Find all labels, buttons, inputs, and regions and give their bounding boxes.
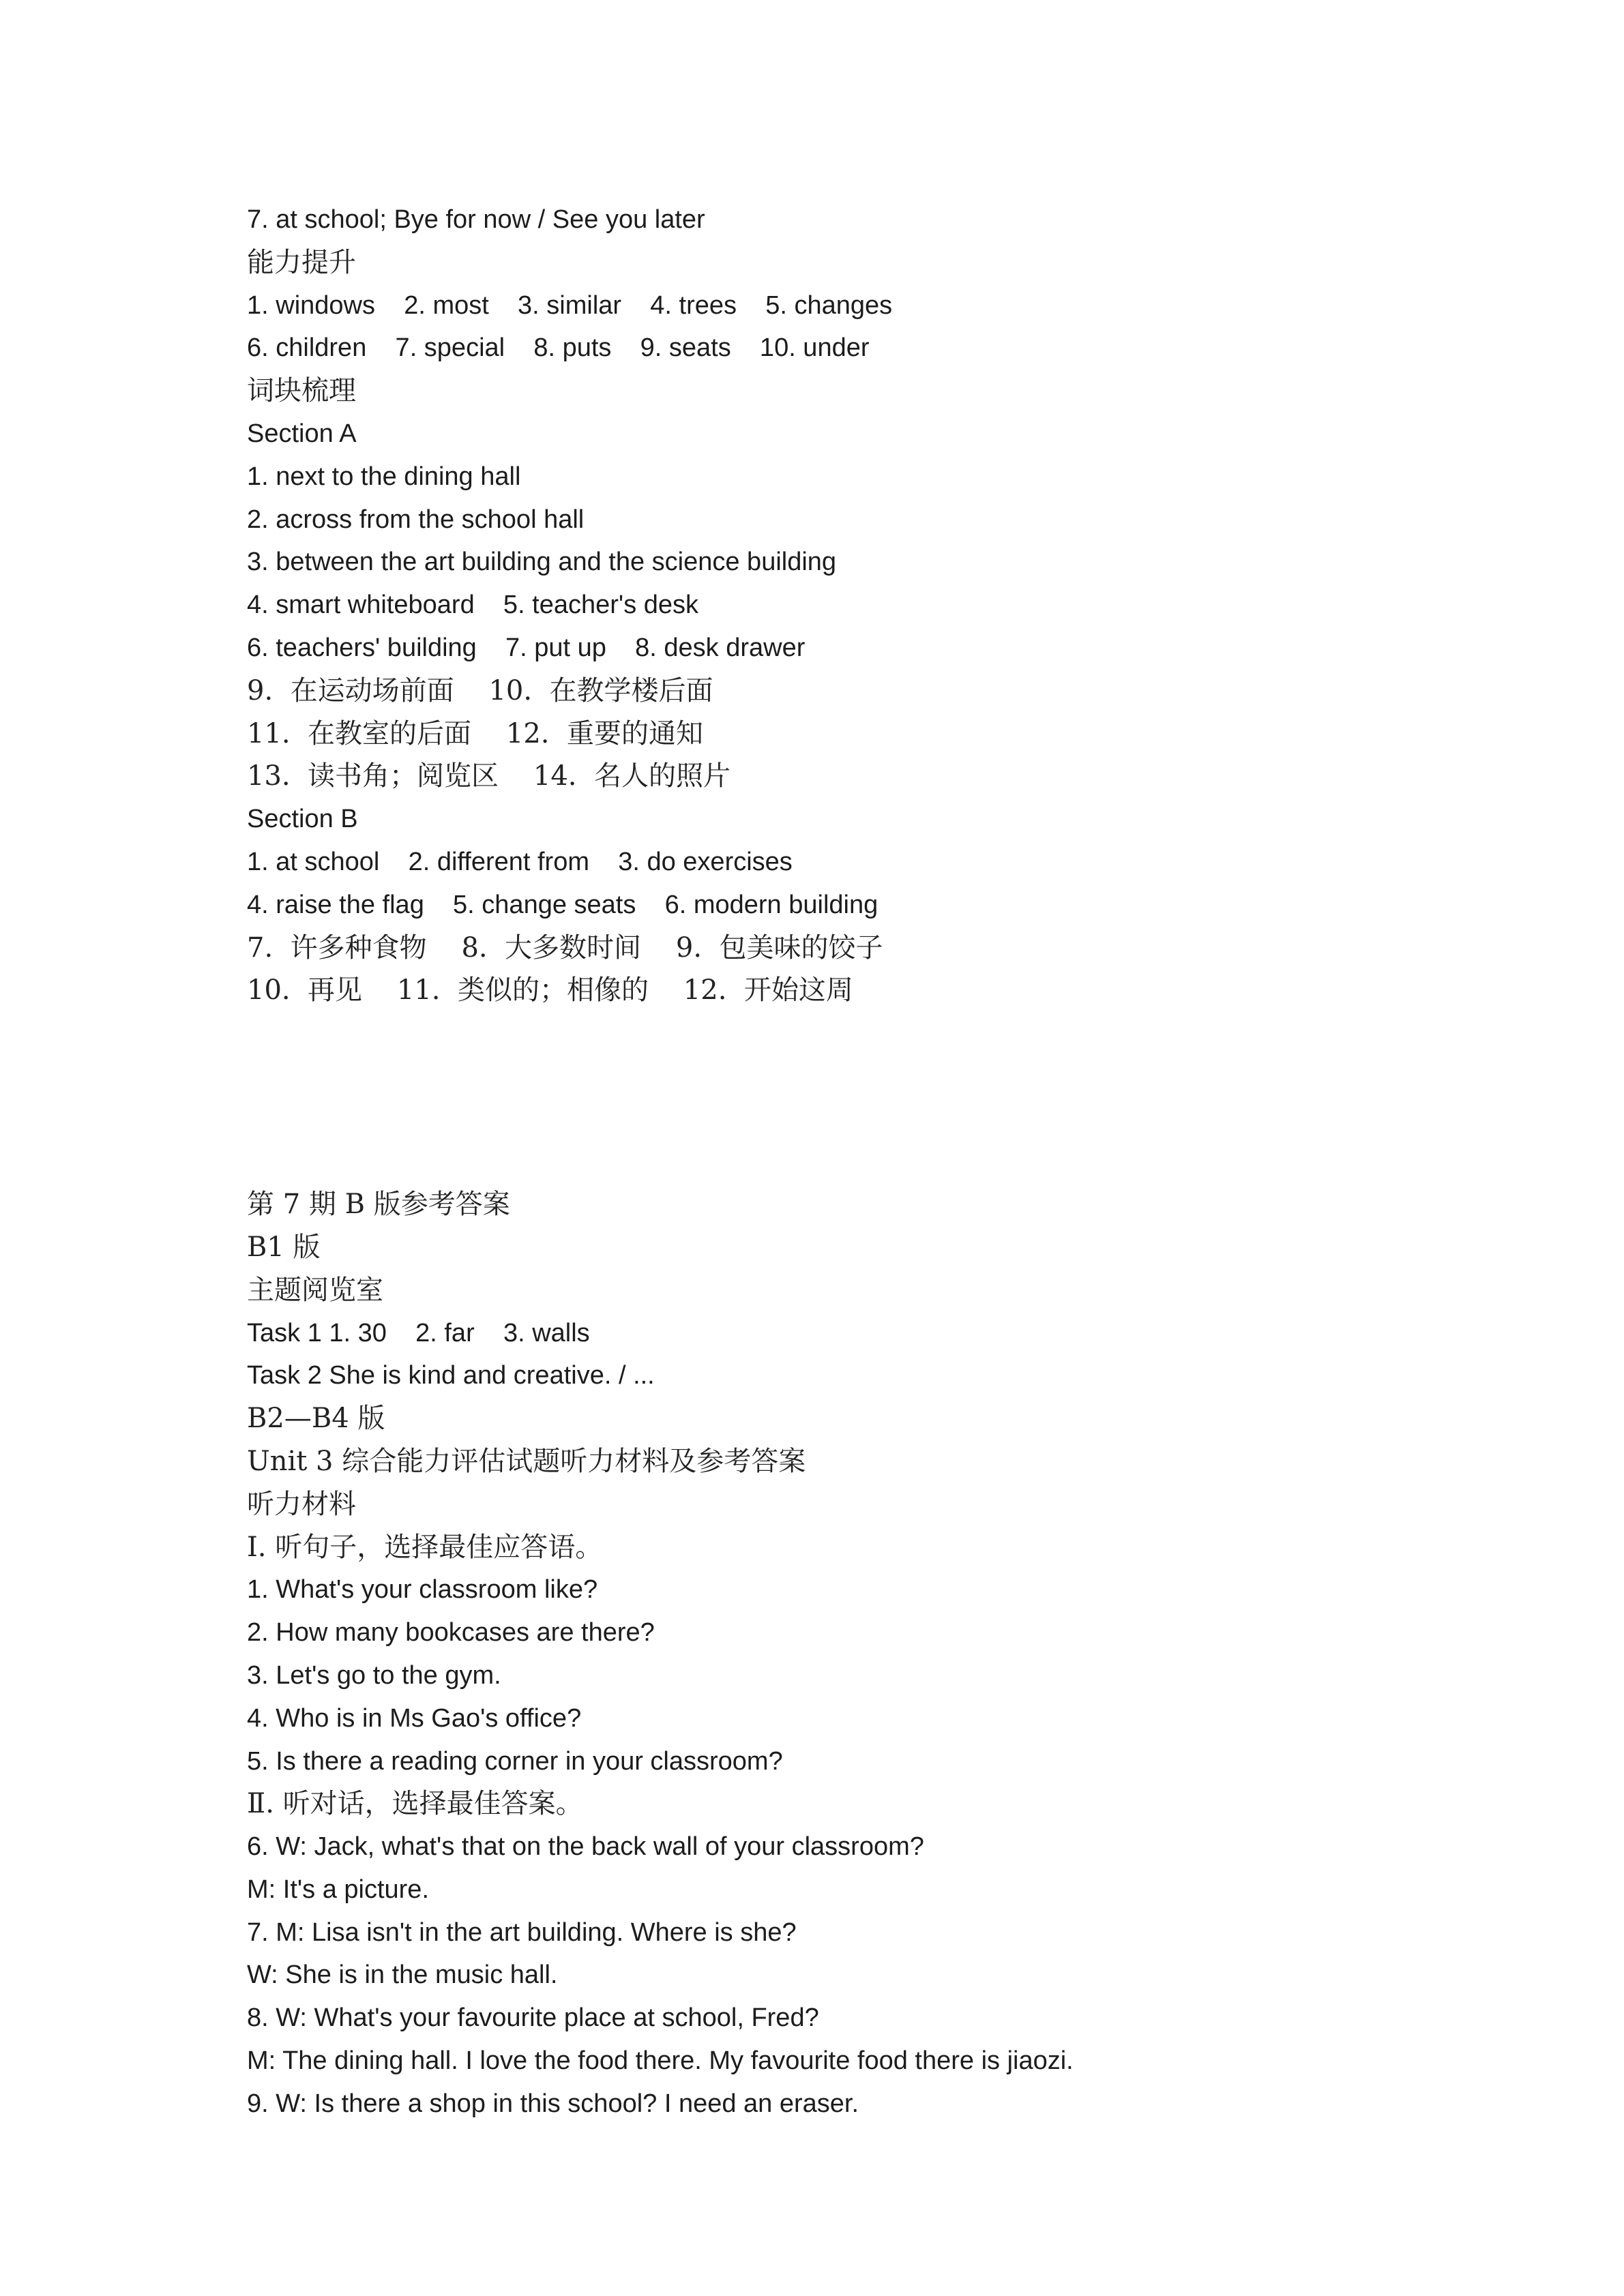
- answer-line: 7. 许多种食物 8. 大多数时间 9. 包美味的饺子: [247, 931, 883, 964]
- answer-key-content: [247, 198, 1543, 2126]
- answer-line: Task 1 1. 30 2. far 3. walls: [247, 1318, 590, 1347]
- part-heading: Ⅱ. 听对话，选择最佳答案。: [247, 1788, 583, 1820]
- subsection-heading: Section A: [247, 419, 357, 448]
- answer-line: 1. at school 2. different from 3. do exercises: [247, 847, 793, 876]
- listening-line: 7. M: Lisa isn't in the art building. Where is she?: [247, 1918, 797, 1947]
- section-heading: 听力材料: [247, 1488, 356, 1520]
- listening-line: 2. How many bookcases are there?: [247, 1618, 655, 1648]
- answer-line: 7. at school; Bye for now / See you later: [247, 205, 705, 234]
- section-spacer: [247, 1012, 1543, 1183]
- subsection-heading: Section B: [247, 805, 358, 834]
- listening-line: M: The dining hall. I love the food there. My favourite food there is jiaozi.: [247, 2046, 1074, 2076]
- answer-line: 10. 再见 11. 类似的；相像的 12. 开始这周: [247, 974, 853, 1007]
- answer-line: 1. next to the dining hall: [247, 462, 521, 491]
- listening-line: M: It's a picture.: [247, 1875, 430, 1904]
- answer-line: Task 2 She is kind and creative. / ...: [247, 1361, 655, 1390]
- answer-line: 6. teachers' building 7. put up 8. desk drawer: [247, 633, 806, 662]
- listening-line: 6. W: Jack, what's that on the back wall of your classroom?: [247, 1832, 924, 1862]
- part-heading: Ⅰ. 听句子，选择最佳应答语。: [247, 1531, 603, 1563]
- listening-line: 9. W: Is there a shop in this school? I need an eraser.: [247, 2089, 859, 2118]
- listening-line: 4. Who is in Ms Gao's office?: [247, 1703, 582, 1733]
- test-heading: Unit 3 综合能力评估试题听力材料及参考答案: [247, 1445, 806, 1477]
- listening-line: 8. W: What's your favourite place at school, Fred?: [247, 2003, 819, 2033]
- section-heading: 词块梳理: [247, 375, 356, 407]
- listening-line: 5. Is there a reading corner in your classroom?: [247, 1746, 783, 1776]
- answer-line: 13. 读书角；阅览区 14. 名人的照片: [247, 760, 730, 792]
- issue-heading: 第 7 期 B 版参考答案: [247, 1189, 510, 1221]
- answer-line: 9. 在运动场前面 10. 在教学楼后面: [247, 674, 713, 706]
- listening-line: 3. Let's go to the gym.: [247, 1660, 501, 1690]
- page-heading: B2—B4 版: [247, 1403, 385, 1435]
- answer-line: 11. 在教室的后面 12. 重要的通知: [247, 717, 703, 749]
- listening-line: W: She is in the music hall.: [247, 1960, 558, 1990]
- listening-line: 1. What's your classroom like?: [247, 1575, 598, 1605]
- answer-line: 4. raise the flag 5. change seats 6. modern building: [247, 890, 879, 919]
- page-heading: B1 版: [247, 1231, 321, 1263]
- answer-line: 6. children 7. special 8. puts 9. seats 10. under: [247, 333, 870, 363]
- section-heading: 主题阅览室: [247, 1274, 383, 1306]
- section-heading: 能力提升: [247, 246, 356, 278]
- answer-line: 2. across from the school hall: [247, 505, 585, 534]
- answer-line: 1. windows 2. most 3. similar 4. trees 5. changes: [247, 290, 893, 320]
- answer-line: 4. smart whiteboard 5. teacher's desk: [247, 591, 699, 620]
- answer-line: 3. between the art building and the science building: [247, 548, 837, 577]
